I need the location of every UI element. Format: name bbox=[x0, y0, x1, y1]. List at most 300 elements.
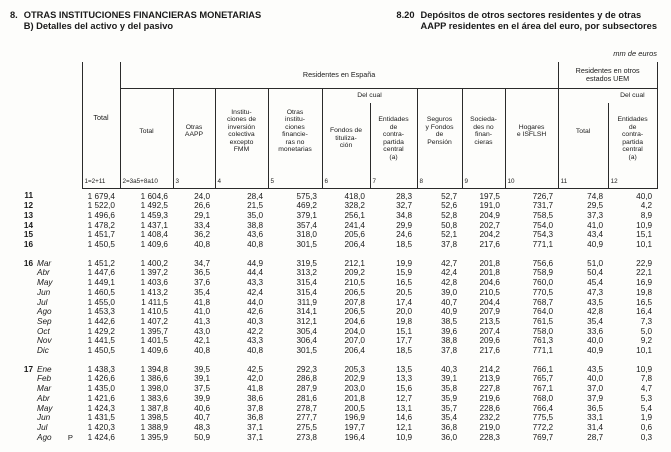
value-cell: 12,1 bbox=[396, 422, 412, 432]
row-month: Feb bbox=[37, 374, 52, 384]
value-cell: 1 409,6 bbox=[140, 346, 168, 356]
value-cell: 201,8 bbox=[344, 393, 365, 403]
table-row bbox=[20, 327, 657, 337]
value-cell: 1 441,5 bbox=[87, 336, 115, 346]
value-cell: 37,3 bbox=[587, 210, 604, 220]
value-cell: 34,8 bbox=[396, 210, 412, 220]
value-cell: 43,3 bbox=[247, 278, 263, 288]
value-cell: 1 442,6 bbox=[87, 316, 115, 326]
value-cell: 38,8 bbox=[441, 336, 457, 346]
value-cell: 761,5 bbox=[532, 316, 554, 326]
value-cell: 37,6 bbox=[194, 278, 210, 288]
value-cell: 29,9 bbox=[396, 220, 412, 230]
value-cell: 40,8 bbox=[247, 240, 263, 250]
value-cell: 52,8 bbox=[441, 210, 457, 220]
value-cell: 33,4 bbox=[194, 220, 210, 230]
col-header-total-uem: Total bbox=[575, 127, 591, 135]
value-cell: 766,4 bbox=[532, 403, 554, 413]
value-cell: 1 492,5 bbox=[140, 201, 168, 211]
value-cell: 1 455,0 bbox=[87, 297, 115, 307]
value-cell: 256,1 bbox=[344, 210, 365, 220]
value-cell: 754,0 bbox=[532, 220, 554, 230]
value-cell: 41,0 bbox=[587, 220, 604, 230]
value-cell: 210,5 bbox=[479, 287, 500, 297]
value-cell: 36,2 bbox=[194, 230, 210, 240]
value-cell: 35,4 bbox=[587, 316, 604, 326]
row-label bbox=[20, 365, 82, 375]
statistics-table bbox=[20, 62, 658, 442]
row-year: 16 bbox=[23, 258, 33, 268]
value-cell: 51,0 bbox=[587, 258, 604, 268]
value-cell: 18,5 bbox=[396, 346, 412, 356]
value-cell: 52,6 bbox=[441, 201, 457, 211]
table-row bbox=[20, 317, 657, 327]
value-cell: 38,5 bbox=[441, 316, 457, 326]
value-cell: 1 383,6 bbox=[140, 393, 168, 403]
value-cell: 1 409,6 bbox=[140, 240, 168, 250]
row-month: Jun bbox=[37, 287, 51, 297]
col-header-fondos-titulizacion: Fondos de tituliza- ción bbox=[322, 103, 370, 174]
value-cell: 38,6 bbox=[247, 393, 263, 403]
row-year: 15 bbox=[23, 230, 33, 240]
table-row bbox=[20, 230, 657, 240]
value-cell: 1 386,6 bbox=[140, 374, 168, 384]
col-header-iic: Institu- ciones de inversión colectiva excepto FMM bbox=[215, 88, 268, 174]
value-cell: 1,9 bbox=[640, 413, 653, 423]
value-cell: 1 522,0 bbox=[87, 201, 115, 211]
value-cell: 764,0 bbox=[532, 307, 554, 317]
value-cell: 1 451,7 bbox=[87, 230, 115, 240]
value-cell: 204,2 bbox=[479, 230, 500, 240]
col-number-12: 12 bbox=[608, 174, 657, 188]
value-cell: 207,0 bbox=[344, 336, 365, 346]
col-number-9: 9 bbox=[462, 174, 505, 188]
table-row bbox=[20, 346, 657, 356]
value-cell: 34,7 bbox=[194, 258, 210, 268]
value-cell: 1 403,6 bbox=[140, 278, 168, 288]
value-cell: 21,5 bbox=[247, 201, 263, 211]
value-cell: 10,9 bbox=[396, 432, 412, 442]
value-cell: 286,8 bbox=[296, 374, 317, 384]
value-cell: 191,0 bbox=[479, 201, 500, 211]
value-cell: 301,5 bbox=[296, 346, 317, 356]
value-cell: 33,6 bbox=[587, 326, 604, 336]
value-cell: 1 400,2 bbox=[140, 258, 168, 268]
col-number-11: 11 bbox=[558, 174, 608, 188]
value-cell: 37,8 bbox=[441, 346, 457, 356]
value-cell: 761,3 bbox=[532, 336, 554, 346]
value-cell: 771,1 bbox=[532, 240, 554, 250]
value-cell: 767,1 bbox=[532, 384, 554, 394]
value-cell: 43,6 bbox=[247, 230, 263, 240]
value-cell: 1 429,2 bbox=[87, 326, 115, 336]
table-title-line1: Depósitos de otros sectores residentes y de otras bbox=[420, 10, 642, 20]
value-cell: 217,6 bbox=[479, 346, 500, 356]
row-month: Ago bbox=[37, 307, 52, 317]
page-title bbox=[10, 10, 657, 32]
value-cell: 20,5 bbox=[396, 287, 412, 297]
value-cell: 758,9 bbox=[532, 268, 554, 278]
value-cell: 1 447,6 bbox=[87, 268, 115, 278]
value-cell: 36,0 bbox=[441, 432, 457, 442]
value-cell: 204,6 bbox=[344, 316, 365, 326]
row-year: 13 bbox=[23, 210, 33, 220]
row-month: May bbox=[37, 403, 53, 413]
table-row bbox=[20, 394, 657, 404]
value-cell: 9,2 bbox=[640, 336, 653, 346]
value-cell: 50,8 bbox=[441, 220, 457, 230]
table-row bbox=[20, 423, 657, 433]
value-cell: 1 604,6 bbox=[140, 191, 168, 201]
stub-header bbox=[20, 62, 82, 188]
row-label bbox=[20, 317, 82, 327]
value-cell: 1 450,5 bbox=[87, 240, 115, 250]
value-cell: 31,4 bbox=[587, 422, 604, 432]
value-cell: 43,3 bbox=[247, 336, 263, 346]
row-label bbox=[20, 374, 82, 384]
row-label bbox=[20, 413, 82, 423]
value-cell: 40,0 bbox=[587, 336, 604, 346]
table-row bbox=[20, 307, 657, 317]
row-group-gap bbox=[20, 356, 657, 365]
value-cell: 41,8 bbox=[194, 297, 210, 307]
value-cell: 43,0 bbox=[194, 326, 210, 336]
value-cell: 281,6 bbox=[296, 393, 317, 403]
value-cell: 20,0 bbox=[396, 307, 412, 317]
row-year: 16 bbox=[23, 240, 33, 250]
value-cell: 206,5 bbox=[344, 287, 365, 297]
value-cell: 43,4 bbox=[587, 230, 604, 240]
value-cell: 305,4 bbox=[296, 326, 317, 336]
value-cell: 10,9 bbox=[636, 220, 653, 230]
value-cell: 726,7 bbox=[532, 191, 554, 201]
value-cell: 40,8 bbox=[194, 240, 210, 250]
col-number-2: 2=3a5+8a10 bbox=[120, 174, 173, 188]
row-month: Sep bbox=[37, 316, 52, 326]
value-cell: 219,0 bbox=[479, 422, 500, 432]
value-cell: 200,5 bbox=[344, 403, 365, 413]
col-header-hogares: Hogares e ISFLSH bbox=[505, 88, 558, 174]
value-cell: 35,4 bbox=[441, 413, 457, 423]
section-subtitle: B) Detalles del activo y del pasivo bbox=[23, 21, 174, 31]
value-cell: 1 395,9 bbox=[140, 432, 168, 442]
value-cell: 1 407,2 bbox=[140, 316, 168, 326]
value-cell: 37,1 bbox=[247, 422, 263, 432]
value-cell: 213,5 bbox=[479, 316, 500, 326]
value-cell: 36,5 bbox=[194, 268, 210, 278]
value-cell: 469,2 bbox=[296, 201, 317, 211]
value-cell: 40,9 bbox=[441, 307, 457, 317]
row-label bbox=[20, 288, 82, 298]
value-cell: 315,4 bbox=[296, 287, 317, 297]
row-label bbox=[20, 188, 82, 201]
value-cell: 1 449,1 bbox=[87, 278, 115, 288]
section-title: OTRAS INSTITUCIONES FINANCIERAS MONETARIAS bbox=[23, 10, 262, 20]
value-cell: 210,5 bbox=[344, 278, 365, 288]
section-title-block bbox=[10, 10, 261, 32]
value-cell: 769,7 bbox=[532, 432, 554, 442]
value-cell: 7,3 bbox=[640, 316, 653, 326]
table-title-line2: AAPP residentes en el área del euro, por subsectores bbox=[420, 21, 657, 31]
value-cell: 37,5 bbox=[194, 384, 210, 394]
value-cell: 212,1 bbox=[344, 258, 365, 268]
value-cell: 770,5 bbox=[532, 287, 554, 297]
value-cell: 15,1 bbox=[396, 326, 412, 336]
row-month: Jun bbox=[37, 413, 51, 423]
row-label bbox=[20, 327, 82, 337]
row-month: Nov bbox=[37, 336, 52, 346]
value-cell: 197,5 bbox=[479, 191, 500, 201]
value-cell: 10,9 bbox=[636, 364, 653, 374]
value-cell: 772,2 bbox=[532, 422, 554, 432]
value-cell: 42,8 bbox=[441, 278, 457, 288]
row-month: Jul bbox=[37, 297, 48, 307]
row-month: Abr bbox=[37, 268, 50, 278]
value-cell: 196,4 bbox=[344, 432, 365, 442]
value-cell: 22,9 bbox=[636, 258, 653, 268]
value-cell: 37,9 bbox=[587, 393, 604, 403]
value-cell: 731,7 bbox=[532, 201, 554, 211]
value-cell: 37,0 bbox=[587, 384, 604, 394]
col-number-10: 10 bbox=[505, 174, 558, 188]
value-cell: 1 398,0 bbox=[140, 384, 168, 394]
row-provisional-flag: P bbox=[67, 432, 73, 442]
value-cell: 8,9 bbox=[640, 210, 653, 220]
value-cell: 15,6 bbox=[396, 384, 412, 394]
value-cell: 13,5 bbox=[396, 364, 412, 374]
value-cell: 32,7 bbox=[396, 201, 412, 211]
value-cell: 214,2 bbox=[479, 364, 500, 374]
value-cell: 16,4 bbox=[636, 307, 653, 317]
value-cell: 7,8 bbox=[640, 374, 653, 384]
value-cell: 1 435,0 bbox=[87, 384, 115, 394]
col-number-6: 6 bbox=[322, 174, 370, 188]
table-row bbox=[20, 374, 657, 384]
value-cell: 4,2 bbox=[640, 201, 653, 211]
value-cell: 315,4 bbox=[296, 278, 317, 288]
row-label bbox=[20, 240, 82, 250]
table-row bbox=[20, 188, 657, 201]
value-cell: 1 408,4 bbox=[140, 230, 168, 240]
value-cell: 40,8 bbox=[247, 346, 263, 356]
row-label bbox=[20, 384, 82, 394]
value-cell: 292,3 bbox=[296, 364, 317, 374]
value-cell: 232,2 bbox=[479, 413, 500, 423]
row-label bbox=[20, 268, 82, 278]
value-cell: 206,4 bbox=[344, 240, 365, 250]
value-cell: 18,5 bbox=[396, 240, 412, 250]
row-label bbox=[20, 433, 82, 443]
value-cell: 40,0 bbox=[636, 191, 653, 201]
value-cell: 1 679,4 bbox=[87, 191, 115, 201]
row-label bbox=[20, 346, 82, 356]
table-row bbox=[20, 240, 657, 250]
table-row bbox=[20, 413, 657, 423]
group-header-residentes-espana: Residentes en España bbox=[120, 62, 558, 88]
value-cell: 36,5 bbox=[587, 403, 604, 413]
row-label bbox=[20, 221, 82, 231]
value-cell: 24,6 bbox=[396, 230, 412, 240]
value-cell: 52,7 bbox=[441, 191, 457, 201]
value-cell: 275,5 bbox=[296, 422, 317, 432]
col-header-seguros-pension: Seguros y Fondos de Pensión bbox=[417, 88, 462, 174]
value-cell: 273,8 bbox=[296, 432, 317, 442]
row-month: May bbox=[37, 278, 53, 288]
row-label bbox=[20, 211, 82, 221]
value-cell: 36,8 bbox=[247, 413, 263, 423]
table-row bbox=[20, 221, 657, 231]
value-cell: 44,9 bbox=[247, 258, 263, 268]
value-cell: 42,5 bbox=[247, 364, 263, 374]
row-label bbox=[20, 307, 82, 317]
value-cell: 43,5 bbox=[587, 297, 604, 307]
value-cell: 1 426,6 bbox=[87, 374, 115, 384]
value-cell: 205,3 bbox=[344, 364, 365, 374]
value-cell: 40,8 bbox=[194, 346, 210, 356]
value-cell: 15,9 bbox=[396, 268, 412, 278]
value-cell: 206,5 bbox=[344, 307, 365, 317]
value-cell: 219,6 bbox=[479, 393, 500, 403]
row-year: 11 bbox=[24, 191, 33, 201]
value-cell: 756,6 bbox=[532, 258, 554, 268]
value-cell: 319,5 bbox=[296, 258, 317, 268]
value-cell: 39,9 bbox=[194, 393, 210, 403]
value-cell: 1 397,2 bbox=[140, 268, 168, 278]
value-cell: 357,4 bbox=[296, 220, 317, 230]
value-cell: 35,4 bbox=[194, 287, 210, 297]
value-cell: 22,1 bbox=[636, 268, 653, 278]
value-cell: 277,7 bbox=[296, 413, 317, 423]
col-header-ecc-uem: Entidades de contra- partida central (a) bbox=[608, 103, 657, 174]
value-cell: 42,7 bbox=[441, 258, 457, 268]
value-cell: 1 413,2 bbox=[140, 287, 168, 297]
value-cell: 10,1 bbox=[636, 346, 653, 356]
value-cell: 1 394,8 bbox=[140, 364, 168, 374]
row-label bbox=[20, 404, 82, 414]
col-header-oifnm: Otras institu- ciones financie- ras no monetarias bbox=[268, 88, 322, 174]
group-header-residentes-uem: Residentes en otros estados UEM bbox=[558, 62, 657, 88]
value-cell: 1 388,9 bbox=[140, 422, 168, 432]
value-cell: 5,3 bbox=[640, 393, 653, 403]
value-cell: 41,3 bbox=[194, 316, 210, 326]
col-header-total-espana: Total bbox=[120, 88, 173, 174]
value-cell: 207,9 bbox=[479, 307, 500, 317]
value-cell: 1 451,2 bbox=[87, 258, 115, 268]
table-row bbox=[20, 404, 657, 414]
value-cell: 29,5 bbox=[587, 201, 604, 211]
row-month: Oct bbox=[37, 326, 50, 336]
table-row bbox=[20, 201, 657, 211]
table-header bbox=[20, 62, 657, 188]
value-cell: 40,7 bbox=[194, 413, 210, 423]
value-cell: 35,9 bbox=[441, 393, 457, 403]
row-month: Mar bbox=[37, 384, 52, 394]
value-cell: 205,6 bbox=[344, 230, 365, 240]
value-cell: 42,6 bbox=[247, 307, 263, 317]
value-cell: 17,4 bbox=[396, 297, 412, 307]
row-label bbox=[20, 230, 82, 240]
table-row bbox=[20, 288, 657, 298]
value-cell: 44,4 bbox=[247, 268, 263, 278]
value-cell: 42,1 bbox=[194, 336, 210, 346]
value-cell: 1 424,3 bbox=[87, 403, 115, 413]
value-cell: 209,6 bbox=[479, 336, 500, 346]
col-header-sociedades: Socieda- des no finan- cieras bbox=[462, 88, 505, 174]
value-cell: 758,5 bbox=[532, 210, 554, 220]
value-cell: 1 478,2 bbox=[87, 220, 115, 230]
value-cell: 204,0 bbox=[344, 326, 365, 336]
value-cell: 38,8 bbox=[247, 220, 263, 230]
value-cell: 28,7 bbox=[587, 432, 604, 442]
value-cell: 35,0 bbox=[247, 210, 263, 220]
value-cell: 1 411,5 bbox=[141, 297, 168, 307]
row-label bbox=[20, 278, 82, 288]
value-cell: 765,7 bbox=[532, 374, 554, 384]
col-number-4: 4 bbox=[215, 174, 268, 188]
value-cell: 40,3 bbox=[441, 364, 457, 374]
value-cell: 1 496,6 bbox=[87, 210, 115, 220]
value-cell: 1 387,8 bbox=[140, 403, 168, 413]
value-cell: 37,8 bbox=[247, 403, 263, 413]
value-cell: 5,4 bbox=[640, 403, 653, 413]
value-cell: 306,4 bbox=[296, 336, 317, 346]
row-year: 14 bbox=[23, 220, 33, 230]
value-cell: 241,4 bbox=[344, 220, 365, 230]
value-cell: 26,6 bbox=[194, 201, 210, 211]
value-cell: 314,1 bbox=[296, 307, 317, 317]
col-header-ecc-espana: Entidades de contra- partida central (a) bbox=[370, 103, 417, 174]
value-cell: 766,1 bbox=[532, 364, 554, 374]
value-cell: 36,8 bbox=[441, 422, 457, 432]
value-cell: 1 421,6 bbox=[87, 393, 115, 403]
value-cell: 758,0 bbox=[532, 326, 554, 336]
value-cell: 44,0 bbox=[247, 297, 263, 307]
value-cell: 204,6 bbox=[479, 278, 500, 288]
value-cell: 201,8 bbox=[479, 258, 500, 268]
col-header-del-cual-espana: Del cual bbox=[322, 88, 417, 103]
value-cell: 771,1 bbox=[532, 346, 554, 356]
value-cell: 418,0 bbox=[344, 191, 365, 201]
value-cell: 1 460,5 bbox=[87, 287, 115, 297]
table-number: 8.20 bbox=[396, 10, 415, 20]
value-cell: 35,8 bbox=[441, 384, 457, 394]
value-cell: 0,3 bbox=[640, 432, 653, 442]
value-cell: 40,3 bbox=[247, 316, 263, 326]
row-label bbox=[20, 394, 82, 404]
value-cell: 14,6 bbox=[396, 413, 412, 423]
value-cell: 42,8 bbox=[587, 307, 604, 317]
table-body bbox=[20, 188, 657, 442]
value-cell: 39,1 bbox=[441, 374, 457, 384]
row-label bbox=[20, 336, 82, 346]
value-cell: 42,4 bbox=[247, 287, 263, 297]
section-number: 8. bbox=[10, 10, 18, 20]
col-number-8: 8 bbox=[417, 174, 462, 188]
value-cell: 1 450,5 bbox=[87, 346, 115, 356]
value-cell: 1 437,1 bbox=[140, 220, 168, 230]
col-number-5: 5 bbox=[268, 174, 322, 188]
table-row bbox=[20, 298, 657, 308]
value-cell: 29,1 bbox=[194, 210, 210, 220]
value-cell: 50,9 bbox=[194, 432, 210, 442]
value-cell: 40,7 bbox=[441, 297, 457, 307]
value-cell: 278,7 bbox=[296, 403, 317, 413]
value-cell: 313,2 bbox=[296, 268, 317, 278]
value-cell: 39,5 bbox=[194, 364, 210, 374]
value-cell: 19,8 bbox=[636, 287, 653, 297]
value-cell: 33,1 bbox=[587, 413, 604, 423]
value-cell: 1 410,5 bbox=[140, 307, 168, 317]
